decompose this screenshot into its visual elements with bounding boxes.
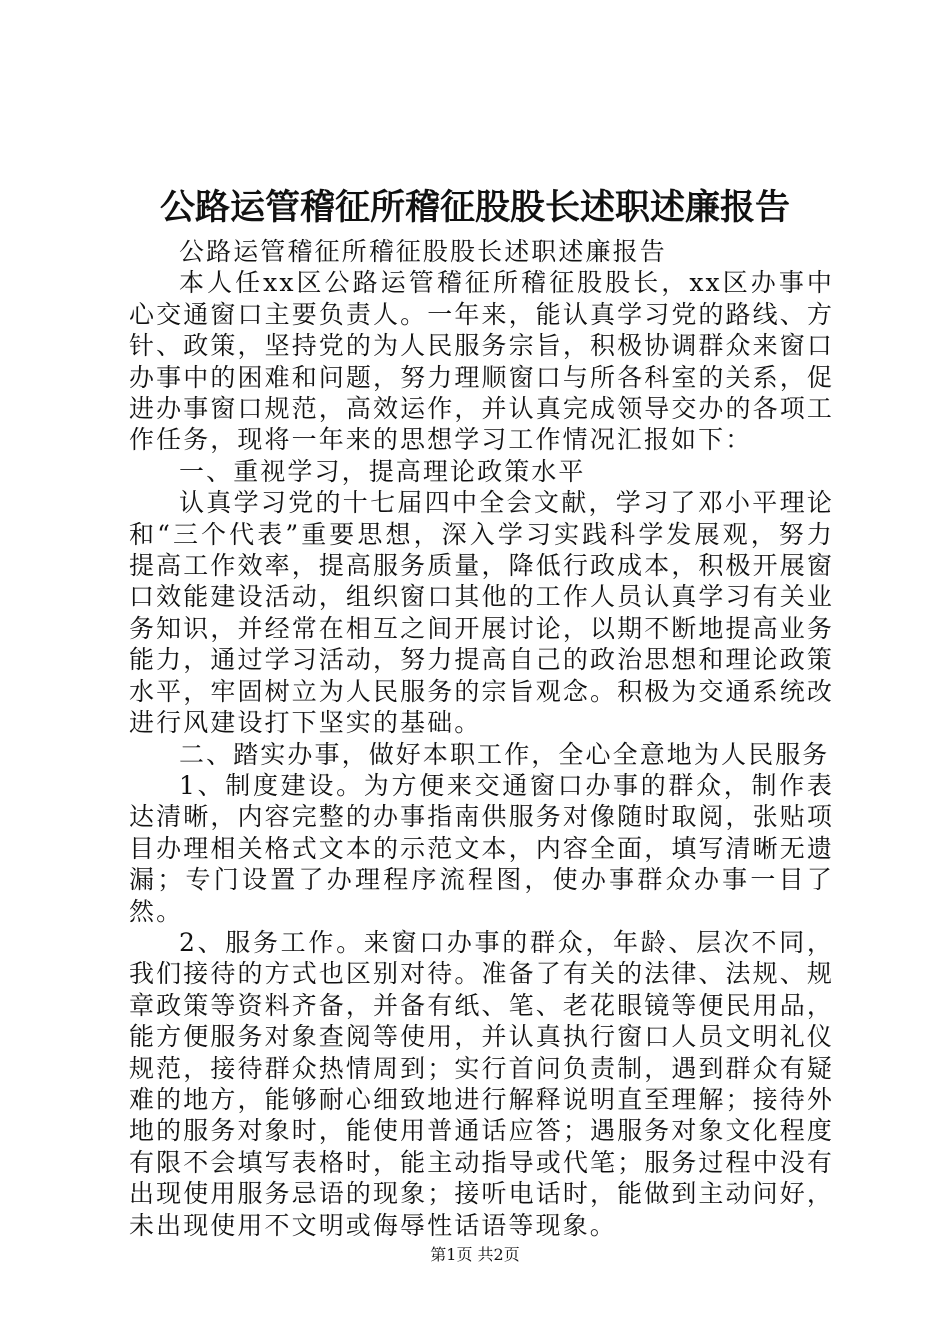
paragraph-study: 认真学习党的十七届四中全会文献，学习了邓小平理论和“三个代表”重要思想，深入学习实践科学发展观，努力提高工作效率，提高服务质量，降低行政成本，积极开展窗口效能建设活动，组织窗口其他的工作人员认真学习有关业务知识，并经常在相互之间开展讨论，以期不断地提高业务能力，通过学习活动，努力提高自己的政治思想和理论政策水平，牢固树立为人民服务的宗旨观念。积极为交通系统改进行风建设打下坚实的基础。 bbox=[129, 488, 834, 738]
document-title: 公路运管稽征所稽征股股长述职述廉报告 bbox=[159, 187, 790, 228]
page-number: 第1页 共2页 bbox=[430, 1245, 520, 1264]
document-body bbox=[129, 236, 834, 1241]
paragraph-subtitle: 公路运管稽征所稽征股股长述职述廉报告 bbox=[179, 237, 667, 266]
paragraph-intro: 本人任xx区公路运管稽征所稽征股股长，xx区办事中心交通窗口主要负责人。一年来，能认真学习党的路线、方针、政策，坚持党的为人民服务宗旨，积极协调群众来窗口办事中的困难和问题，努力理顺窗口与所各科室的关系，促进办事窗口规范，高效运作，并认真完成领导交办的各项工作任务，现将一年来的思想学习工作情况汇报如下： bbox=[129, 268, 834, 455]
paragraph-system-building: 1、制度建设。为方便来交通窗口办事的群众，制作表达清晰，内容完整的办事指南供服务对像随时取阅，张贴项目办理相关格式文本的示范文本，内容全面，填写清晰无遗漏；专门设置了办理程序流程图，使办事群众办事一目了然。 bbox=[129, 770, 834, 926]
paragraph-service-work: 2、服务工作。来窗口办事的群众，年龄、层次不同，我们接待的方式也区别对待。准备了有关的法律、法规、规章政策等资料齐备，并备有纸、笔、老花眼镜等便民用品，能方便服务对象查阅等使用，并认真执行窗口人员文明礼仪规范，接待群众热情周到；实行首问负责制，遇到群众有疑难的地方，能够耐心细致地进行解释说明直至理解；接待外地的服务对象时，能使用普通话应答；遇服务对象文化程度有限不会填写表格时，能主动指导或代笔；服务过程中没有出现使用服务忌语的现象；接听电话时，能做到主动问好，未出现使用不文明或侮辱性话语等现象。 bbox=[129, 927, 834, 1240]
section-heading-2: 二、踏实办事，做好本职工作，全心全意地为人民服务 bbox=[179, 739, 830, 769]
section-heading-1: 一、重视学习，提高理论政策水平 bbox=[179, 456, 586, 486]
